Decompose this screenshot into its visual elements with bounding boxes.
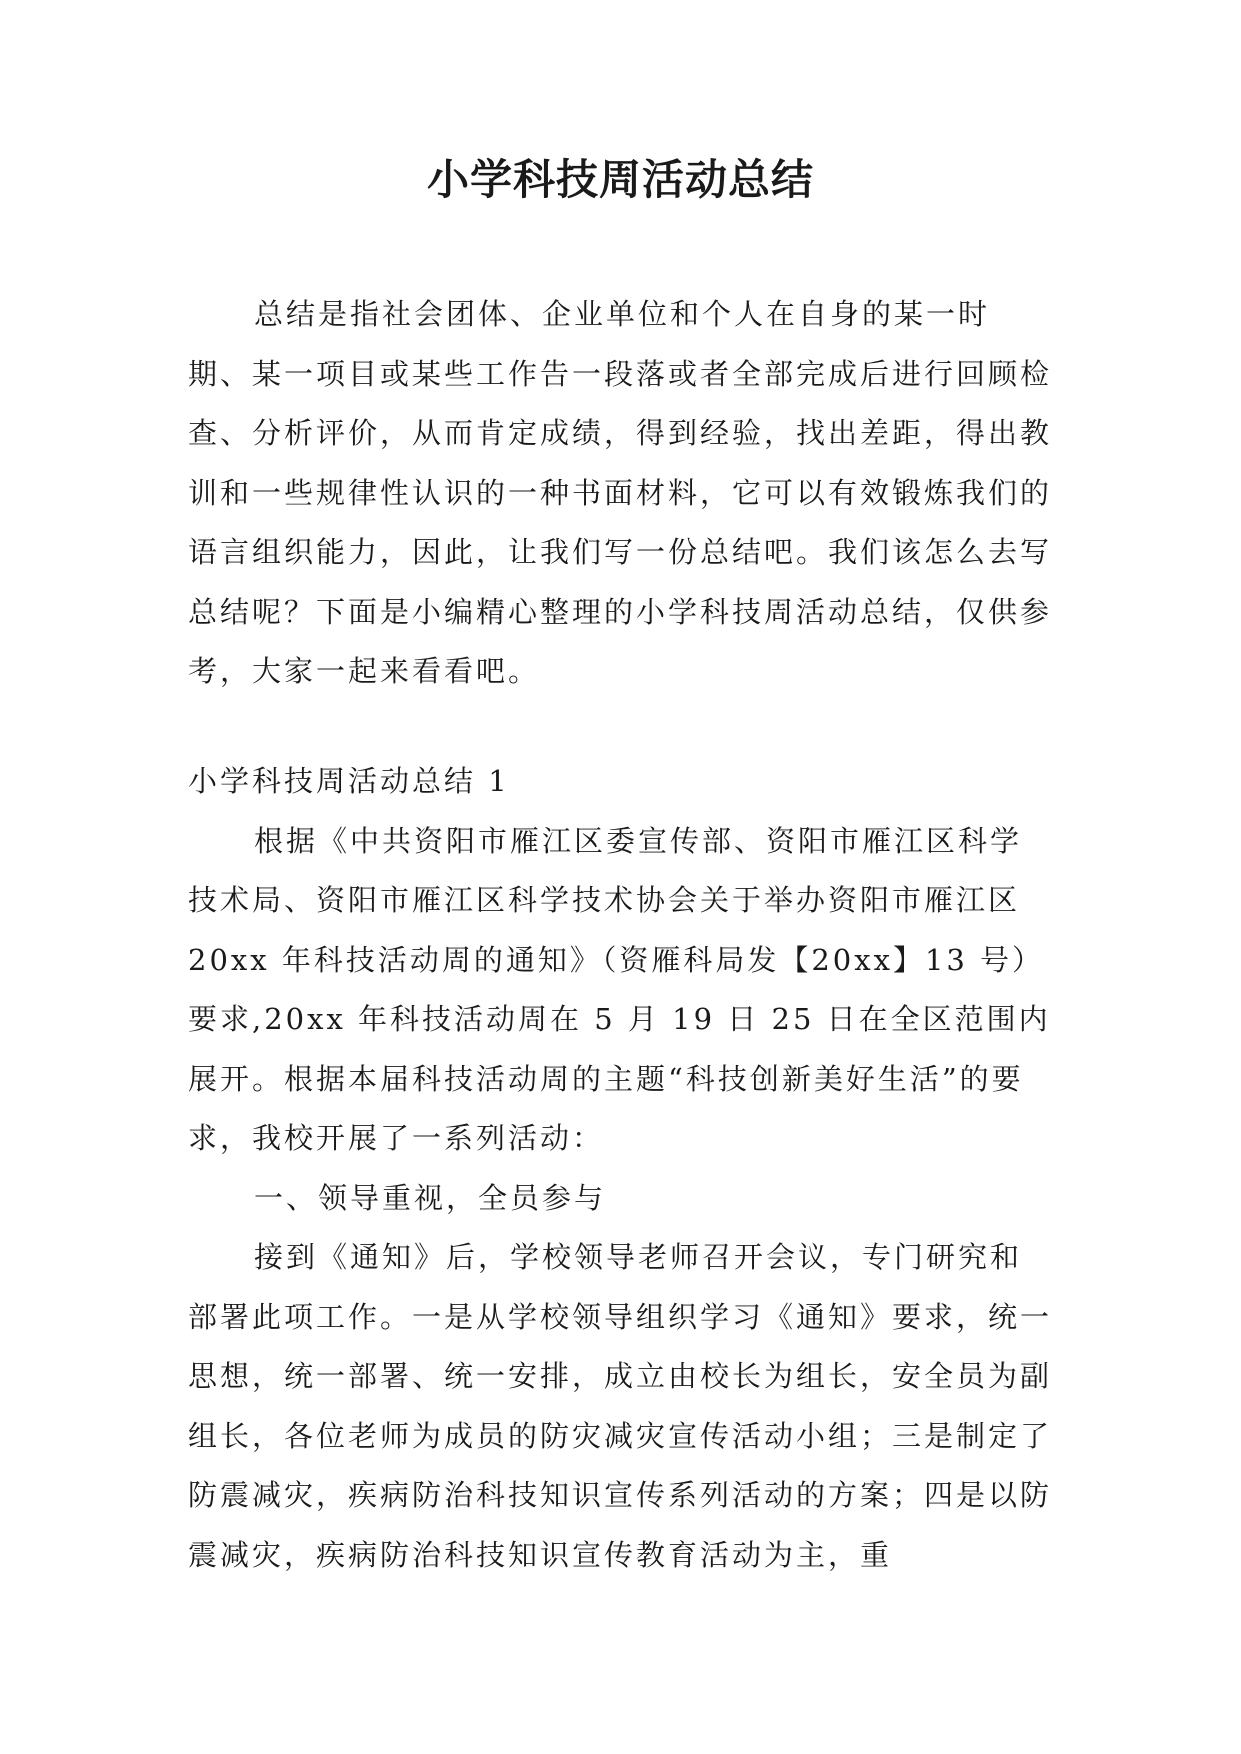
summary-section-1 [188, 752, 1053, 1585]
section-subheading-leadership: 一、领导重视，全员参与 [254, 1180, 607, 1215]
section-heading: 小学科技周活动总结 1 [188, 764, 510, 798]
intro-paragraph: 总结是指社会团体、企业单位和个人在自身的某一时期、某一项目或某些工作告一段落或者全部完成后进行回顾检查、分析评价，从而肯定成绩，得到经验，找出差距，得出教训和一些规律性认识的一种书面材料，它可以有效锻炼我们的语言组织能力，因此，让我们写一份总结吧。我们该怎么去写总结呢？下面是小编精心整理的小学科技周活动总结，仅供参考，大家一起来看看吧。 [188, 297, 1053, 688]
section-paragraph-deployment: 接到《通知》后，学校领导老师召开会议，专门研究和部署此项工作。一是从学校领导组织学习《通知》要求，统一思想，统一部署、统一安排，成立由校长为组长，安全员为副组长，各位老师为成员的防灾减灾宣传活动小组；三是制定了防震减灾，疾病防治科技知识宣传系列活动的方案；四是以防震减灾，疾病防治科技知识宣传教育活动为主，重 [188, 1240, 1053, 1572]
section-paragraph-notice: 根据《中共资阳市雁江区委宣传部、资阳市雁江区科学技术局、资阳市雁江区科学技术协会关于举办资阳市雁江区 20xx 年科技活动周的通知》（资雁科局发【20xx】13 号）要求,20xx 年科技活动周在 5 月 19 日 25 日在全区范围内展开。根据本届科技活动周的主题“科技创新美好生活”的要求，我校开展了一系列活动： [188, 823, 1051, 1155]
document-title: 小学科技周活动总结 [426, 155, 814, 204]
